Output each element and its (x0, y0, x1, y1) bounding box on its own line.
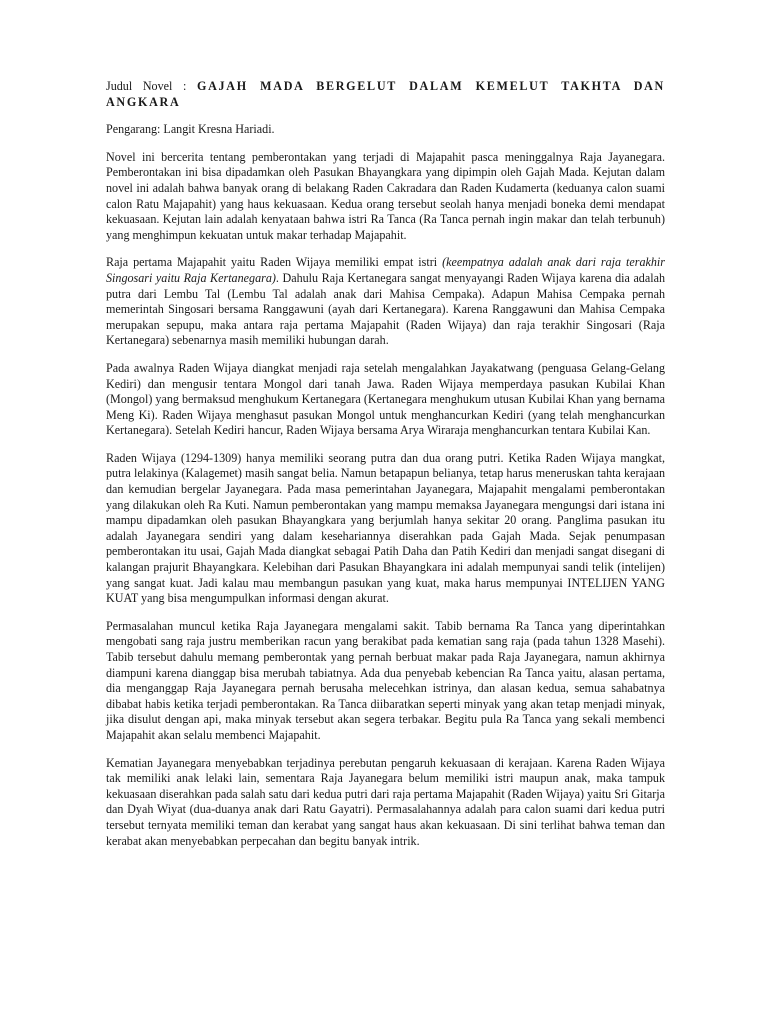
paragraph-3: Pada awalnya Raden Wijaya diangkat menjadi raja setelah mengalahkan Jayakatwang (penguasa Gelang-Gelang Kediri) dan mengusir tentara Mongol dari tanah Jawa. Raden Wijaya memperdaya pasukan Kubilai Khan (Mongol) yang bermaksud menghukum Kertanegara (Kertanegara menghukum utusan Kubilai Khan yang bernama Meng Ki). Raden Wijaya menghasut pasukan Mongol untuk menghancurkan Kediri (yang telah menghancurkan Kertanegara). Setelah Kediri hancur, Raden Wijaya bersama Arya Wiraraja menghancurkan tentara Kubilai Kan. (106, 360, 665, 438)
paragraph-2-text-b: . Dahulu Raja Kertanegara sangat menyayangi Raden Wijaya karena dia adalah putra dari Lembu Tal (Lembu Tal adalah anak dari Mahisa Cempaka). Adapun Mahisa Cempaka pernah memerintah Singosari bersama Ranggawuni (ayah dari Kertanegara). Karena Ranggawuni dan Mahisa Cempaka merupakan sepupu, maka antara raja pertama Majapahit (Raden Wijaya) dan raja terakhir Singosari (Raja Kertanegara) sebenarnya masih memiliki hubungan darah. (106, 270, 666, 348)
paragraph-1: Novel ini bercerita tentang pemberontakan yang terjadi di Majapahit pasca meninggalnya Raja Jayanegara. Pemberontakan ini bisa dipadamkan oleh Pasukan Bhayangkara yang dipimpin oleh Gajah Mada. Kejutan dalam novel ini adalah bahwa banyak orang di belakang Raden Cakradara dan Raden Kudamerta (keduanya calon suami calon Ratu Majapahit) yang haus kekuasaan. Kedua orang tersebut seolah hanya menjadi boneka demi mendapat kekuasaan. Kejutan lain adalah kenyataan bahwa istri Ra Tanca (Ra Tanca pernah ingin makar dan telah terbunuh) yang menghimpun kekuatan untuk makar terhadap Majapahit. (106, 149, 665, 242)
paragraph-6: Kematian Jayanegara menyebabkan terjadinya perebutan pengaruh kekuasaan di kerajaan. Karena Raden Wijaya tak memiliki anak lelaki lain, sementara Raja Jayanegara belum memiliki istri maupun anak, maka tampuk kekuasaan diserahkan pada salah satu dari kedua putri dari raja pertama Majapahit (Raden Wijaya) yaitu Sri Gitarja dan Dyah Wiyat (dua-duanya anak dari Ratu Gayatri). Permasalahannya adalah para calon suami dari kedua putri tersebut ternyata memiliki teman dan kerabat yang sangat haus akan kekuasaan. Di sini terlihat bahwa teman dan kerabat akan menyebabkan perpecahan dan begitu banyak intrik. (106, 755, 665, 848)
title-line (106, 79, 665, 110)
author-line: Pengarang: Langit Kresna Hariadi. (106, 122, 275, 137)
novel-title: GAJAH MADA BERGELUT DALAM KEMELUT TAKHTA DAN ANGKARA (106, 79, 665, 109)
paragraph-5: Permasalahan muncul ketika Raja Jayanegara mengalami sakit. Tabib bernama Ra Tanca yang diperintahkan mengobati sang raja justru memberikan racun yang berakibat pada kematian sang raja (pada tahun 1328 Masehi). Tabib tersebut dahulu memang pemberontak yang pernah berbuat makar pada Raja Jayanegara, namun akhirnya diampuni karena dianggap bisa merubah tabiatnya. Ada dua penyebab kebencian Ra Tanca yaitu, alasan pertama, dia menganggap Raja Jayanegara pernah berusaha melecehkan istrinya, dan alasan kedua, semua sahabatnya dibabat habis ketika terjadi pemberontakan. Ra Tanca diibaratkan seperti minyak yang akan tetap menjadi minyak, jika disulut dengan api, maka minyak tersebut akan segera terbakar. Begitu pula Ra Tanca yang sekali membenci Majapahit akan selalu membenci Majapahit. (106, 618, 665, 742)
document-page (106, 79, 665, 861)
title-label: Judul Novel : (106, 79, 187, 93)
paragraph-4: Raden Wijaya (1294-1309) hanya memiliki seorang putra dan dua orang putri. Ketika Raden Wijaya mangkat, putra lelakinya (Kalagemet) masih sangat belia. Namun betapapun belianya, tetap harus meneruskan tahta kerajaan dan kemudian bergelar Jayanegara. Pada masa pemerintahan Jayanegara, Majapahit mengalami pemberontakan yang dilakukan oleh Ra Kuti. Namun pemberontakan yang mampu memaksa Jayanegara mengungsi dari istana ini mampu dipadamkan oleh pasukan Bhayangkara yang berjumlah hanya sekitar 20 orang. Panglima pasukan itu adalah Jayanegara sendiri yang dalam kesehariannya diserahkan pada Gajah Mada. Sejak penumpasan pemberontakan itu usai, Gajah Mada diangkat sebagai Patih Daha dan Patih Kediri dan menjadi sangat disegani di kalangan prajurit Bhayangkara. Kelebihan dari Pasukan Bhayangkara ini adalah mempunyai sandi telik (intelijen) yang sangat kuat. Jadi kalau mau membangun pasukan yang kuat, maka harus mempunyai INTELIJEN YANG KUAT yang bisa mengumpulkan informasi dengan akurat. (106, 450, 665, 606)
paragraph-2-italic: (keempatnya adalah anak dari raja terakhir Singosari yaitu Raja Kertanegara) (106, 255, 665, 285)
paragraph-2 (106, 255, 665, 349)
paragraph-2-text-a: Raja pertama Majapahit yaitu Raden Wijaya memiliki empat istri (106, 255, 443, 270)
